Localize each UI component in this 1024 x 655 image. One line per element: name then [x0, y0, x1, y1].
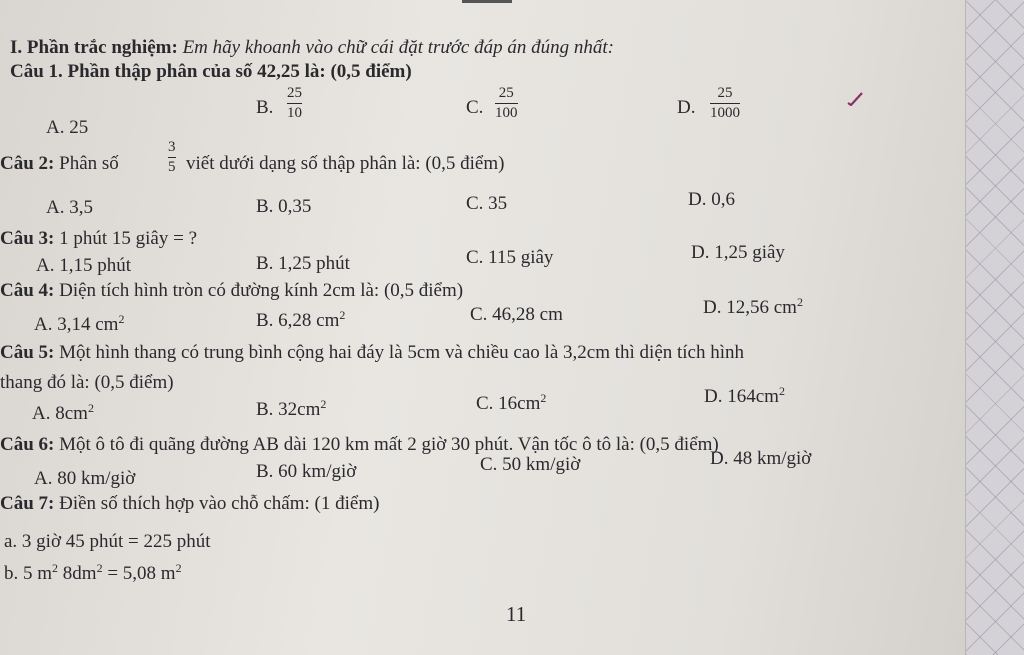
- top-edge-line: [462, 0, 512, 3]
- q6-stem: Câu 6: Một ô tô đi quãng đường AB dài 120 km mất 2 giờ 30 phút. Vận tốc ô tô là: (0,5 điểm): [0, 434, 719, 455]
- q2-stem-text: viết dưới dạng số thập phân là: (0,5 điểm): [186, 153, 505, 174]
- q2-stem-lead: Câu 2: Phân số: [0, 153, 119, 174]
- q2-fraction: 3 5: [168, 139, 176, 175]
- q4-option-b: B. 6,28 $cm^2$: [256, 308, 346, 331]
- q3-option-c: C. 115 giây: [466, 247, 554, 268]
- q5-option-b: B. $32cm^2$: [256, 397, 327, 420]
- q5-option-d: D. $164cm^2$: [704, 384, 785, 407]
- q1-option-b-fraction: 25 10: [287, 85, 302, 121]
- q1-option-d-label: D.: [677, 97, 696, 118]
- page-number: 11: [506, 602, 527, 626]
- q1-option-c-fraction: 25 100: [495, 85, 518, 121]
- q2-option-d: D. 0,6: [688, 189, 735, 210]
- q1-option-b-label: B.: [256, 97, 274, 118]
- q3-option-d: D. 1,25 giây: [691, 242, 785, 263]
- q4-option-a: A. 3,14 $cm^2$: [34, 312, 125, 335]
- q6-option-b: B. 60 km/giờ: [256, 461, 357, 482]
- check-mark-icon: [847, 92, 863, 106]
- q5-option-c: C. $16cm^2$: [476, 391, 547, 414]
- q4-stem: Câu 4: Diện tích hình tròn có đường kính 2cm là: (0,5 điểm): [0, 280, 464, 301]
- q7-stem: Câu 7: Điền số thích hợp vào chỗ chấm: (1 điểm): [0, 493, 380, 514]
- q1-option-d-fraction: 25 1000: [710, 85, 740, 121]
- patterned-background: [965, 0, 1024, 655]
- q3-option-b: B. 1,25 phút: [256, 253, 350, 274]
- q3-option-a: A. 1,15 phút: [36, 255, 131, 276]
- q2-option-b: B. 0,35: [256, 196, 312, 217]
- q1-stem: Câu 1. Phần thập phân của số 42,25 là: (0,5 điểm): [10, 61, 412, 82]
- q2-option-a: A. 3,5: [46, 197, 93, 218]
- q5-option-a: A. $8cm^2$: [32, 401, 94, 424]
- q5-stem-cont: thang đó là: (0,5 điểm): [0, 372, 174, 393]
- q4-option-c: C. 46,28 cm: [470, 304, 563, 325]
- q1-option-a: A. 25: [46, 117, 89, 138]
- q4-option-d: D. 12,56 $cm^2$: [703, 295, 803, 318]
- section-heading: I. Phần trắc nghiệm: Em hãy khoanh vào chữ cái đặt trước đáp án đúng nhất:: [10, 37, 614, 58]
- q1-option-c-label: C.: [466, 97, 484, 118]
- q6-option-c: C. 50 km/giờ: [480, 454, 581, 475]
- q7-part-b: b. 5 $m^2$ $8dm^2 = 5,08$ $m^2$: [4, 561, 182, 584]
- q2-option-c: C. 35: [466, 193, 508, 214]
- q7-part-a: a. 3 giờ 45 phút = 225 phút: [4, 531, 211, 552]
- q5-stem: Câu 5: Một hình thang có trung bình cộng hai đáy là 5cm và chiều cao là 3,2cm thì diện tích hình: [0, 342, 745, 363]
- q6-option-a: A. 80 km/giờ: [34, 468, 136, 489]
- q3-stem: Câu 3: 1 phút 15 giây = ?: [0, 228, 198, 249]
- q6-option-d: D. 48 km/giờ: [710, 448, 812, 469]
